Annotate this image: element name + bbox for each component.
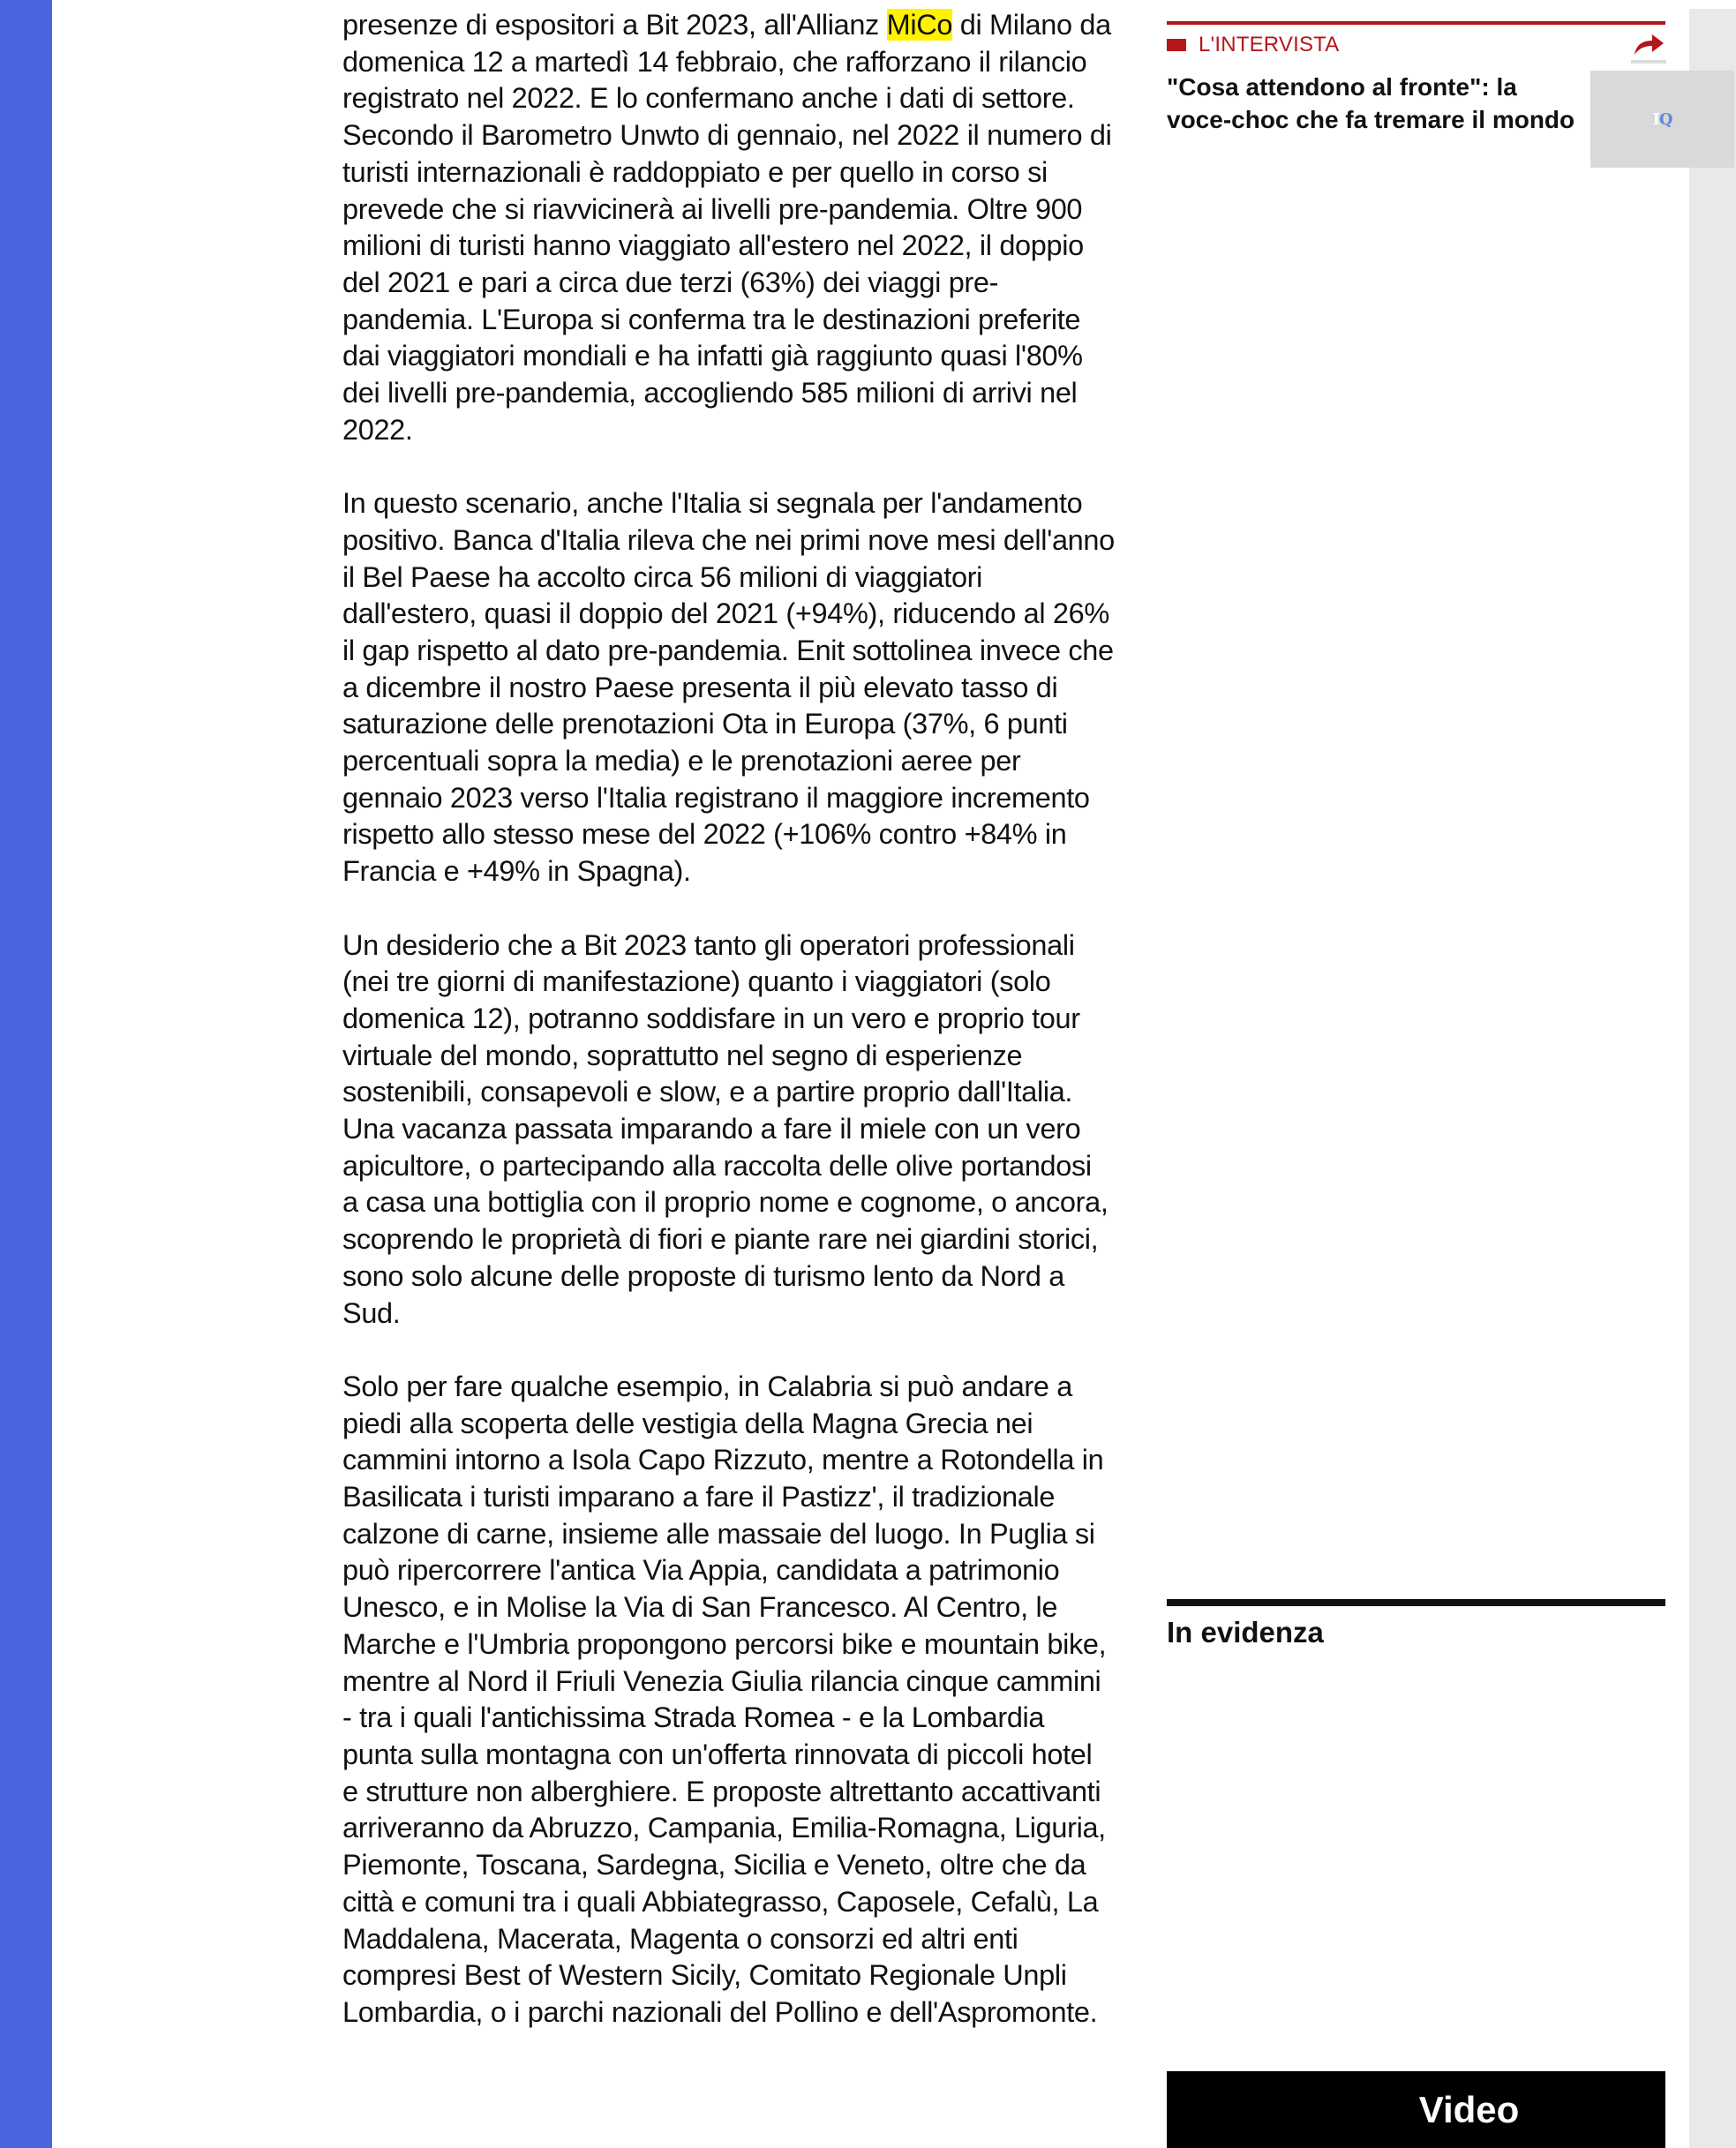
- right-scroll-strip: [1689, 9, 1736, 2148]
- interview-headline-link[interactable]: "Cosa attendono al fronte": la voce-choc che fa tremare il mondo: [1167, 73, 1575, 133]
- highlighted-term: MiCo: [886, 9, 953, 41]
- fq-logo-icon: [1652, 110, 1672, 129]
- article-paragraph-1: [342, 7, 1115, 448]
- article-paragraph-4: Solo per fare qualche esempio, in Calabria si può andare a piedi alla scoperta delle vestigia della Magna Grecia nei cammini intorno a Isola Capo Rizzuto, mentre a Rotondella in Basilicata i turisti imparano a fare il Pastizz', il tradizionale calzone di carne, insieme alle massaie del luogo. In Puglia si può ripercorrere l'antica Via Appia, candidata a patrimonio Unesco, e in Molise la Via di San Francesco. Al Centro, le Marche e l'Umbria propongono percorsi bike e mountain bike, mentre al Nord il Friuli Venezia Giulia rilancia cinque cammini - tra i quali l'antichissima Strada Romea - e la Lombardia punta sulla montagna con un'offerta rinnovata di piccoli hotel e strutture non alberghiere. E proposte altrettanto accattivanti arriveranno da Abruzzo, Campania, Emilia-Romagna, Liguria, Piemonte, Toscana, Sardegna, Sicilia e Veneto, oltre che da città e comuni tra i quali Abbiategrasso, Caposele, Cefalù, La Maddalena, Macerata, Magenta o consorzi ed altri enti compresi Best of Western Sicily, Comitato Regionale Unpli Lombardia, o i parchi nazionali del Pollino e dell'Aspromonte.: [342, 1370, 1107, 2028]
- article-body: [342, 7, 1115, 2032]
- evidence-top-rule: [1167, 1599, 1665, 1606]
- paragraph-1-before: presenze di espositori a Bit 2023, all'Allianz: [342, 9, 887, 41]
- share-underline: [1631, 60, 1666, 64]
- interview-section-label: [1167, 32, 1339, 58]
- paragraph-1-after: di Milano da domenica 12 a martedì 14 febbraio, che rafforzano il rilancio registrato nel 2022. E lo confermano anche i dati di settore. Secondo il Barometro Unwto di gennaio, nel 2022 il numero di turisti internazionali è raddoppiato e per quello in corso si prevede che si riavvicinerà ai livelli pre-pandemia. Oltre 900 milioni di turisti hanno viaggiato all'estero nel 2022, il doppio del 2021 e pari a circa due terzi (63%) dei viaggi pre-pandemia. L'Europa si conferma tra le destinazioni preferite dai viaggiatori mondiali e ha infatti già raggiunto quasi l'80% dei livelli pre-pandemia, accogliendo 585 milioni di arrivi nel 2022.: [342, 9, 1112, 446]
- article-paragraph-3: Un desiderio che a Bit 2023 tanto gli operatori professionali (nei tre giorni di manifestazione) quanto i viaggiatori (solo domenica 12), potranno soddisfare in un vero e proprio tour virtuale del mondo, soprattutto nel segno di esperienze sostenibili, consapevoli e slow, e a partire proprio dall'Italia. Una vacanza passata imparando a fare il miele con un vero apicultore, o partecipando alla raccolta delle olive portandosi a casa una bottiglia con il proprio nome e cognome, o ancora, scoprendo le proprietà di fiori e piante rare nei giardini storici, sono solo alcune delle proposte di turismo lento da Nord a Sud.: [342, 928, 1108, 1329]
- share-arrow-icon[interactable]: [1631, 32, 1666, 58]
- video-label: Video: [1418, 2088, 1520, 2130]
- interview-top-rule: [1167, 21, 1665, 25]
- fq-logo-q: Q: [1658, 109, 1672, 129]
- in-evidenza-heading: In evidenza: [1167, 1616, 1324, 1649]
- fq-logo-f: I: [1652, 109, 1659, 129]
- article-paragraph-2: In questo scenario, anche l'Italia si segnala per l'andamento positivo. Banca d'Italia rileva che nei primi nove mesi dell'anno il Bel Paese ha accolto circa 56 milioni di viaggiatori dall'estero, quasi il doppio del 2021 (+94%), riducendo al 26% il gap rispetto al dato pre-pandemia. Enit sottolinea invece che a dicembre il nostro Paese presenta il più elevato tasso di saturazione delle prenotazioni Ota in Europa (37%, 6 punti percentuali sopra la media) e le prenotazioni aeree per gennaio 2023 verso l'Italia registrano il maggiore incremento rispetto allo stesso mese del 2022 (+106% contro +84% in Francia e +49% in Spagna).: [342, 487, 1115, 888]
- left-blue-bar: [0, 0, 52, 2148]
- fq-logo-box[interactable]: [1590, 71, 1734, 168]
- video-section-header[interactable]: [1167, 2071, 1665, 2148]
- interview-label-text: L'INTERVISTA: [1199, 33, 1340, 56]
- red-square-icon: [1167, 39, 1186, 51]
